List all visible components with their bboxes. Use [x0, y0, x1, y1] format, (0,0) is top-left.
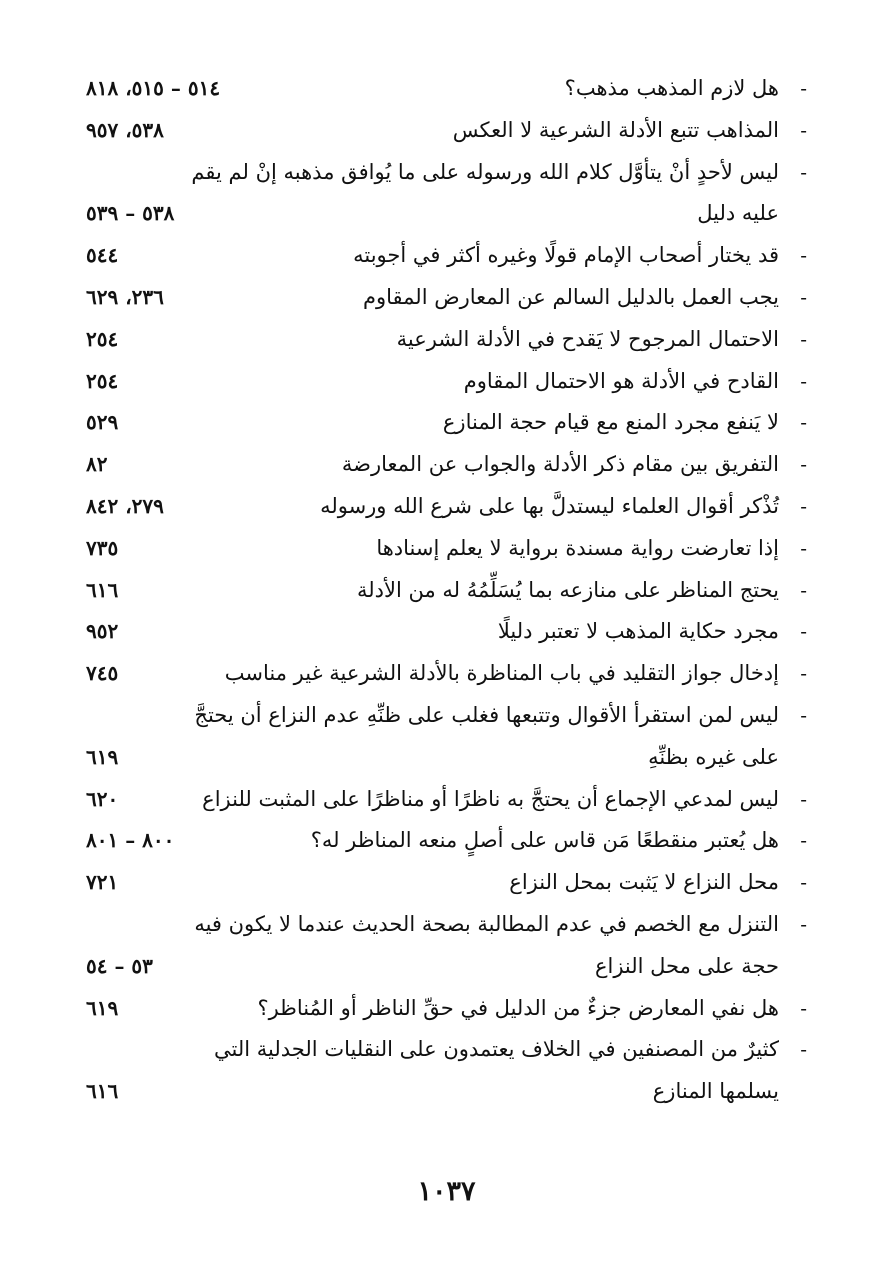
index-entry: [0, 779, 893, 821]
entry-text: الاحتمال المرجوح لا يَقدح في الأدلة الشرعية: [396, 326, 779, 351]
page-reference: ٥٣ – ٥٤: [86, 953, 153, 978]
page-reference: ٥٣٨، ٩٥٧: [86, 117, 164, 142]
bullet-dash: -: [800, 159, 807, 184]
entry-line: [0, 611, 893, 653]
index-entry: [0, 653, 893, 695]
page-reference: ٦١٦: [86, 1079, 119, 1104]
bullet-dash: -: [800, 619, 807, 644]
entry-line: [0, 904, 893, 946]
page-reference: ٦١٩: [86, 995, 119, 1020]
entry-text: يسلمها المنازع: [652, 1079, 779, 1104]
entry-text: القادح في الأدلة هو الاحتمال المقاوم: [463, 368, 779, 393]
bullet-dash: -: [800, 1037, 807, 1062]
entry-line: [0, 862, 893, 904]
index-entry: [0, 152, 893, 236]
entry-line: [0, 528, 893, 570]
bullet-dash: -: [800, 995, 807, 1020]
bullet-dash: -: [800, 535, 807, 560]
page-reference: ٦١٩: [86, 744, 119, 769]
entry-line: [0, 653, 893, 695]
entry-text: إذا تعارضت رواية مسندة برواية لا يعلم إسنادها: [376, 535, 779, 560]
entry-line: [0, 737, 893, 779]
bullet-dash: -: [800, 828, 807, 853]
page-reference: ٢٧٩، ٨٤٢: [86, 493, 164, 518]
entry-line: [0, 68, 893, 110]
entry-line: [0, 570, 893, 612]
page-reference: ٥٢٩: [86, 410, 119, 435]
index-entry: [0, 695, 893, 779]
index-entry: [0, 820, 893, 862]
entry-text: ليس لمن استقرأ الأقوال وتتبعها فغلب على ظنِّهِ عدم النزاع أن يحتجَّ: [194, 702, 779, 727]
index-entry: [0, 904, 893, 988]
entry-text: حجة على محل النزاع: [594, 953, 779, 978]
bullet-dash: -: [800, 577, 807, 602]
entry-line: [0, 235, 893, 277]
bullet-dash: -: [800, 410, 807, 435]
entry-line: [0, 319, 893, 361]
entry-line: [0, 402, 893, 444]
bullet-dash: -: [800, 452, 807, 477]
bullet-dash: -: [800, 911, 807, 936]
page-reference: ٨٢: [86, 452, 108, 477]
entry-line: [0, 1029, 893, 1071]
page-number: ١٠٣٧: [417, 1176, 476, 1207]
index-entry: [0, 68, 893, 110]
page-reference: ٧٣٥: [86, 535, 119, 560]
index-entry: [0, 1029, 893, 1113]
bullet-dash: -: [800, 284, 807, 309]
entry-line: [0, 486, 893, 528]
bullet-dash: -: [800, 786, 807, 811]
page-reference: ٩٥٢: [86, 619, 119, 644]
entry-line: [0, 1071, 893, 1113]
entry-text: هل نفي المعارض جزءٌ من الدليل في حقِّ الناظر أو المُناظر؟: [257, 995, 779, 1020]
entry-line: [0, 988, 893, 1030]
index-entry: [0, 235, 893, 277]
page-reference: ٨٠٠ – ٨٠١: [86, 828, 175, 853]
entry-line: [0, 361, 893, 403]
entry-line: [0, 779, 893, 821]
page-reference: ٢٥٤: [86, 326, 119, 351]
entry-text: كثيرٌ من المصنفين في الخلاف يعتمدون على النقليات الجدلية التي: [214, 1037, 779, 1062]
page-reference: ٢٣٦، ٦٢٩: [86, 284, 164, 309]
entry-text: التنزل مع الخصم في عدم المطالبة بصحة الحديث عندما لا يكون فيه: [194, 911, 779, 936]
index-entry: [0, 862, 893, 904]
entry-line: [0, 946, 893, 988]
bullet-dash: -: [800, 493, 807, 518]
index-entry: [0, 110, 893, 152]
bullet-dash: -: [800, 326, 807, 351]
entry-text: إدخال جواز التقليد في باب المناظرة بالأدلة الشرعية غير مناسب: [224, 661, 779, 686]
entry-line: [0, 695, 893, 737]
page-reference: ٥١٤ – ٥١٥، ٨١٨: [86, 76, 221, 100]
entry-text: مجرد حكاية المذهب لا تعتبر دليلًا: [497, 619, 779, 644]
entry-text: المذاهب تتبع الأدلة الشرعية لا العكس: [452, 117, 779, 142]
page-reference: ٥٤٤: [86, 243, 119, 268]
bullet-dash: -: [800, 702, 807, 727]
entry-text: هل لازم المذهب مذهب؟: [564, 76, 779, 100]
entry-text: عليه دليل: [697, 201, 779, 226]
page-reference: ٢٥٤: [86, 368, 119, 393]
entry-text: تُذْكر أقوال العلماء ليستدلَّ بها على شرع الله ورسوله: [320, 493, 779, 518]
bullet-dash: -: [800, 368, 807, 393]
index-entry: [0, 611, 893, 653]
entry-line: [0, 277, 893, 319]
bullet-dash: -: [800, 870, 807, 895]
page-reference: ٥٣٨ – ٥٣٩: [86, 201, 175, 226]
entry-text: محل النزاع لا يَثبت بمحل النزاع: [509, 870, 779, 895]
entry-text: ليس لمدعي الإجماع أن يحتجَّ به ناظرًا أو مناظرًا على المثبت للنزاع: [202, 786, 779, 811]
page-reference: ٦١٦: [86, 577, 119, 602]
entry-line: [0, 152, 893, 194]
index-entry: [0, 528, 893, 570]
entry-line: [0, 110, 893, 152]
index-entry: [0, 444, 893, 486]
page-reference: ٧٢١: [86, 870, 119, 895]
index-entry: [0, 361, 893, 403]
index-entry: [0, 570, 893, 612]
entry-text: يحتج المناظر على منازعه بما يُسَلِّمُهُ له من الأدلة: [356, 577, 779, 602]
entry-text: التفريق بين مقام ذكر الأدلة والجواب عن المعارضة: [341, 452, 779, 477]
entry-text: قد يختار أصحاب الإمام قولًا وغيره أكثر في أجوبته: [353, 243, 779, 268]
page-reference: ٦٢٠: [86, 786, 119, 811]
index-entry: [0, 988, 893, 1030]
bullet-dash: -: [800, 117, 807, 142]
entry-line: [0, 444, 893, 486]
entry-line: [0, 193, 893, 235]
entry-text: ليس لأحدٍ أنْ يتأوَّل كلام الله ورسوله على ما يُوافق مذهبه إنْ لم يقم: [191, 159, 779, 184]
bullet-dash: -: [800, 661, 807, 686]
entry-text: هل يُعتبر منقطعًا مَن قاس على أصلٍ منعه المناظر له؟: [310, 828, 779, 853]
entry-text: يجب العمل بالدليل السالم عن المعارض المقاوم: [362, 284, 779, 309]
entry-text: على غيره بظنِّهِ: [648, 744, 779, 769]
entry-text: لا يَنفع مجرد المنع مع قيام حجة المنازع: [442, 410, 779, 435]
bullet-dash: -: [800, 243, 807, 268]
index-entry: [0, 319, 893, 361]
bullet-dash: -: [800, 76, 807, 100]
index-entry: [0, 277, 893, 319]
index-entry: [0, 486, 893, 528]
index-entries: [0, 68, 893, 1113]
page-reference: ٧٤٥: [86, 661, 119, 686]
entry-line: [0, 820, 893, 862]
index-entry: [0, 402, 893, 444]
